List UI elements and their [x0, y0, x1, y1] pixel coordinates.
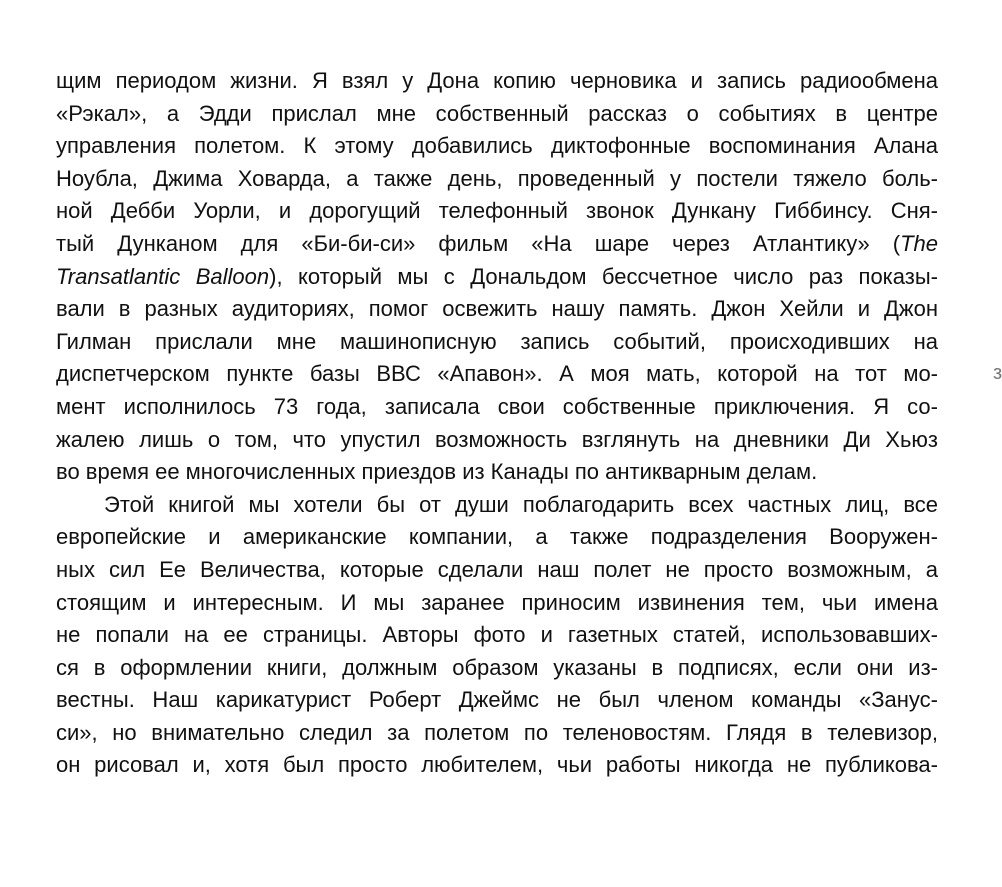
paragraph-1	[56, 65, 938, 489]
italic-title: Transatlantic Balloon	[56, 263, 270, 289]
text-line: управления полетом. К этому добавились диктофонные воспоминания Алана	[56, 133, 938, 159]
text-line: вали в разных аудиториях, помог освежить нашу память. Джон Хейли и Джон	[56, 296, 938, 322]
text-line: си», но внимательно следил за полетом по теленовостям. Глядя в телевизор,	[56, 719, 938, 745]
text-line: щим периодом жизни. Я взял у Дона копию черновика и запись радиообмена	[56, 68, 938, 93]
text-line: во время ее многочисленных приездов из Канады по антикварным делам.	[56, 459, 818, 485]
text-line	[56, 228, 938, 261]
text-line	[56, 261, 938, 294]
text-line: диспетчерском пункте базы ВВС «Апавон». А моя мать, которой на тот мо-	[56, 361, 938, 387]
text-line: он рисовал и, хотя был просто любителем, чьи работы никогда не публикова-	[56, 752, 938, 778]
paragraph-2	[56, 489, 938, 782]
text-line: ся в оформлении книги, должным образом указаны в подписях, если они из-	[56, 654, 938, 680]
text-line: ных сил Ее Величества, которые сделали наш полет не просто возможным, а	[56, 556, 938, 582]
text-line: Гилман прислали мне машинописную запись событий, происходивших на	[56, 328, 938, 354]
text-line: мент исполнилось 73 года, записала свои собственные приключения. Я со-	[56, 393, 938, 419]
text-line: стоящим и интересным. И мы заранее приносим извинения тем, чьи имена	[56, 589, 938, 615]
body-text	[56, 65, 938, 782]
text-segment: тый Дунканом для «Би-би-си» фильм «На шаре через Атлантику» (	[56, 230, 901, 256]
page-edge-mark: з	[993, 362, 1002, 384]
text-line: вестны. Наш карикатурист Роберт Джеймс не был членом команды «Занус-	[56, 687, 938, 713]
text-line: европейские и американские компании, а также подразделения Вооружен-	[56, 524, 938, 550]
text-line: Ноубла, Джима Ховарда, а также день, проведенный у постели тяжело боль-	[56, 165, 938, 191]
text-line: жалею лишь о том, что упустил возможность взглянуть на дневники Ди Хьюз	[56, 426, 938, 452]
text-line: ной Дебби Уорли, и дорогущий телефонный звонок Дункану Гиббинсу. Сня-	[56, 198, 938, 224]
text-segment: ), который мы с Дональдом бессчетное число раз показы-	[269, 263, 939, 289]
text-line: не попали на ее страницы. Авторы фото и газетных статей, использовавших-	[56, 622, 938, 648]
italic-title: The	[900, 230, 938, 256]
text-line: Этой книгой мы хотели бы от души поблагодарить всех частных лиц, все	[104, 491, 938, 517]
text-line: «Рэкал», а Эдди прислал мне собственный рассказ о событиях в центре	[56, 100, 938, 126]
